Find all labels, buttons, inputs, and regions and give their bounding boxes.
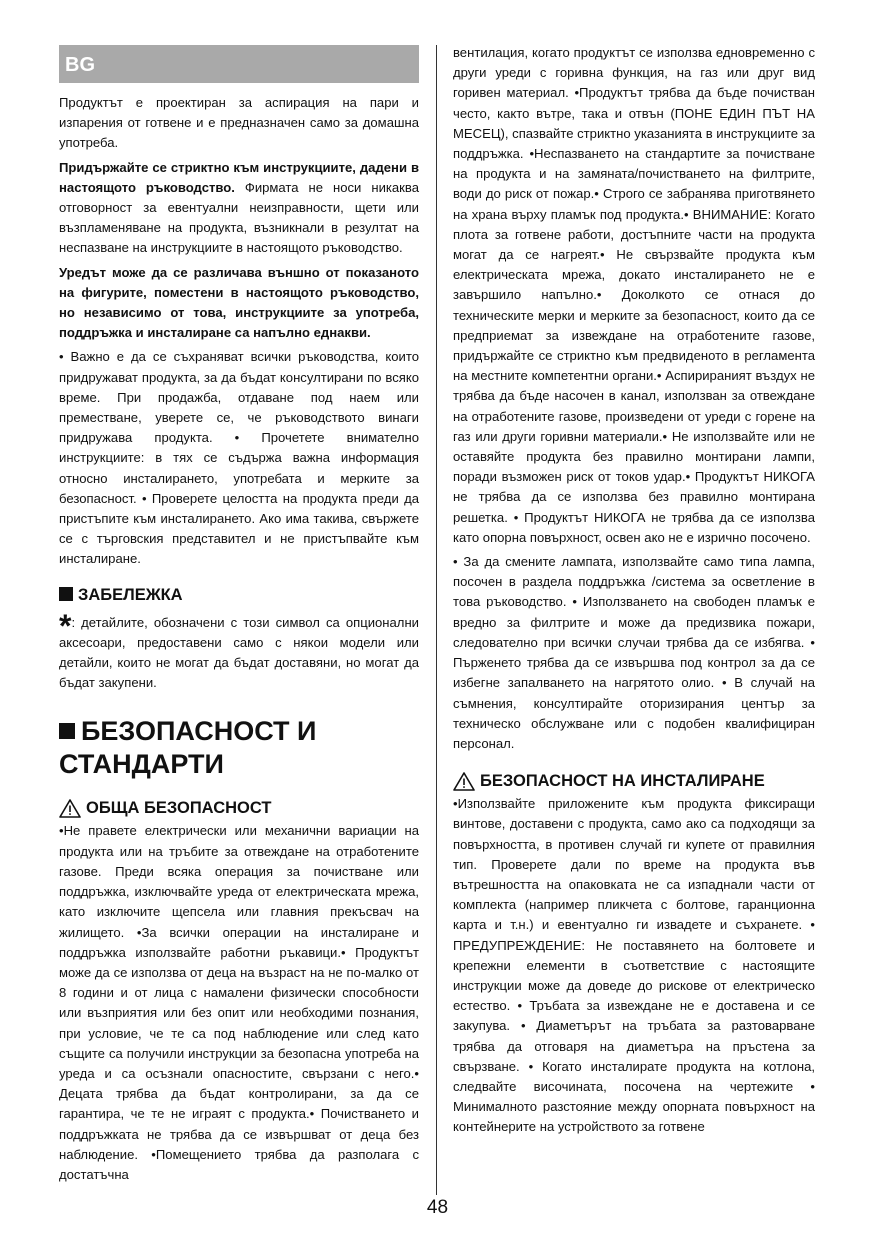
install-safety-heading xyxy=(453,772,815,791)
general-safety-text: •Не правете електрически или механични вариации на продукта или на тръбите за отвеждане на отработените газове. Преди всяка операция за почистване или поддръжка, изключвайте уреда от електрическата мрежа, като изключите щепсела или главния прекъсвач на жилището. •За всички операции на инсталиране и поддръжка използвайте работни ръкавици.• Продуктът може да се използва от деца на възраст на не по-малко от 8 години и от лица с намалени физически способности или възприятия или без опит или необходими познания, при условие, че те са под наблюдение или след като същите са получили инструкции за безопасна употреба на уреда и са осъзнали опасностите, свързани с него.• Децата трябва да бъдат контролирани, за да се гарантира, че те не играят с продукта.• Почистването и поддръжката не трябва да се извършват от деца без наблюдение. •Помещението трябва да разполага с достатъчна xyxy=(59,823,419,1182)
note-text: : детайлите, обозначени с този символ са опционални аксесоари, предоставени само с някои модели или детайли, които не могат да бъдат доставяни, но могат да бъдат закупени. xyxy=(59,614,419,691)
appearance-paragraph xyxy=(59,263,419,344)
instructions-paragraph xyxy=(59,158,419,259)
manuals-paragraph: • Важно е да се съхраняват всички ръководства, които придружават продукта, за да бъдат консултирани по всяко време. При продажба, отдаване под наем или преместване, уверете се, че ръководството винаги придружава продукта. • Прочетете внимателно инструкциите: в тях се съдържа важна информация относно инсталирането, употребата и мерките за безопасност. • Проверете целостта на продукта преди да пристъпите към инсталирането. Ако има такива, свържете се с търговския представител и не пристъпвайте към инсталиране. xyxy=(59,349,419,567)
note-title: ЗАБЕЛЕЖКА xyxy=(78,585,183,604)
lamp-paragraph: • За да смените лампата, използвайте само типа лампа, посочен в раздела поддръжка /система за осветление в това ръководство. • Използването на свободен пламък е вредно за филтрите и може да предизвика пожари, следователно при всички случаи трябва да се избягва. • Пърженето трябва да се извършва под контрол за да се избегне запалването на нагрятото олио. • В случай на съмнения, консултирайте оторизирания център за техническо обслужване или с подобен квалифициран персонал. xyxy=(453,554,815,751)
left-column xyxy=(59,45,419,1189)
general-safety-title: ОБЩА БЕЗОПАСНОСТ xyxy=(86,799,272,818)
right-column xyxy=(453,43,815,1142)
language-bar xyxy=(59,45,419,83)
intro-paragraph: Продуктът е проектиран за аспирация на пари и изпарения от готвене и е предназначен само за домашна употреба. xyxy=(59,95,419,151)
note-paragraph xyxy=(59,607,419,694)
square-bullet-icon xyxy=(59,587,73,601)
instructions-rest: Фирмата не носи никаква отговорност за евентуални неизправности, щети или възпламеняване на продукта, възникнали в резултат на неспазване на инструкциите в настоящото ръководство. xyxy=(59,179,419,256)
warning-triangle-icon xyxy=(453,772,475,791)
safety-standards-title xyxy=(59,715,419,781)
install-safety-text: •Използвайте приложените към продукта фиксиращи винтове, доставени с продукта, само ако са подходящи за повърхността, в противен случай ги купете от правилния тип. Проверете дали по време на продукта във вътрешността на опаковката не са изпаднали части от комплекта (например пликчета с болтове, гаранционна карта и т.н.) и евентуално ги извадете и съхранете. • ПРЕДУПРЕЖДЕНИЕ: Не поставянето на болтовете и крепежни елементи в съответствие с настоящите инструкции може да доведе до рискове от електрическо естество. • Тръбата за извеждане не е доставена и се закупува. • Диаметърът на тръбата за разтоварване трябва да отговаря на диаметъра на пръстена за свързване. • Когато инсталирате продукта на котлона, следвайте височината, посочена на чертежите • Минималното разстояние между опорната повърхност на контейнерите на устройството за готвене xyxy=(453,796,815,1135)
instructions-bold: Придържайте се стриктно към инструкциите, дадени в настоящото ръководство. xyxy=(59,159,419,195)
column-divider xyxy=(436,45,437,1195)
ventilation-paragraph: вентилация, когато продуктът се използва едновременно с други уреди с горивна функция, на газ или друг вид горивен материал. •Продуктът трябва да бъде почистван често, както вътре, така и отвън (ПОНЕ ЕДИН ПЪТ НА МЕСЕЦ), спазвайте стриктно указанията в инструкциите за поддръжка. •Неспазването на стандартите за почистване на продукта и на замяната/почистването на филтрите, води до риск от пожар.• Строго се забранява приготвянето на храна върху пламък под продукта.• ВНИМАНИЕ: Когато плота за готвене работи, достъпните части на продукта могат да се нагреят.• Не свързвайте продукта към електрическата мрежа, докато инсталирането не е завършило напълно.• Доколкото се отнася до техническите мерки и мерките за безопасност, които да се предприемат за извеждане на отработените газове, придържайте се стриктно към предвиденото в регламента на местните компетентни органи.• Аспирираният въздух не трябва да бъде насочен в канал, използван за отвеждане на отработените газове, произведени от уреди с горене на газ или други горивни материали.• Не използвайте или не оставяйте продукта без правилно монтирани лампи, поради възможен риск от токов удар.• Продуктът НИКОГА не трябва да се използва без правилно монтирана решетка. • Продуктът НИКОГА не трябва да се използва като опорна повърхност, освен ако не е изрично посочено. xyxy=(453,45,815,545)
general-safety-heading xyxy=(59,799,419,818)
safety-title-line1: БЕЗОПАСНОСТ И xyxy=(81,716,317,747)
note-heading xyxy=(59,586,419,605)
square-bullet-icon xyxy=(59,723,75,739)
appearance-bold: Уредът може да се различава външно от показаното на фигурите, поместени в настоящото ръководство, но независимо от това, инструкциите за употреба, поддръжка и инсталиране са напълно еднакви. xyxy=(59,264,419,341)
language-code: BG xyxy=(65,54,95,76)
warning-triangle-icon xyxy=(59,799,81,818)
page-number: 48 xyxy=(426,1197,449,1218)
install-safety-title: БЕЗОПАСНОСТ НА ИНСТАЛИРАНЕ xyxy=(480,772,765,791)
safety-title-line2: СТАНДАРТИ xyxy=(59,749,224,780)
asterisk-icon: * xyxy=(59,607,72,644)
